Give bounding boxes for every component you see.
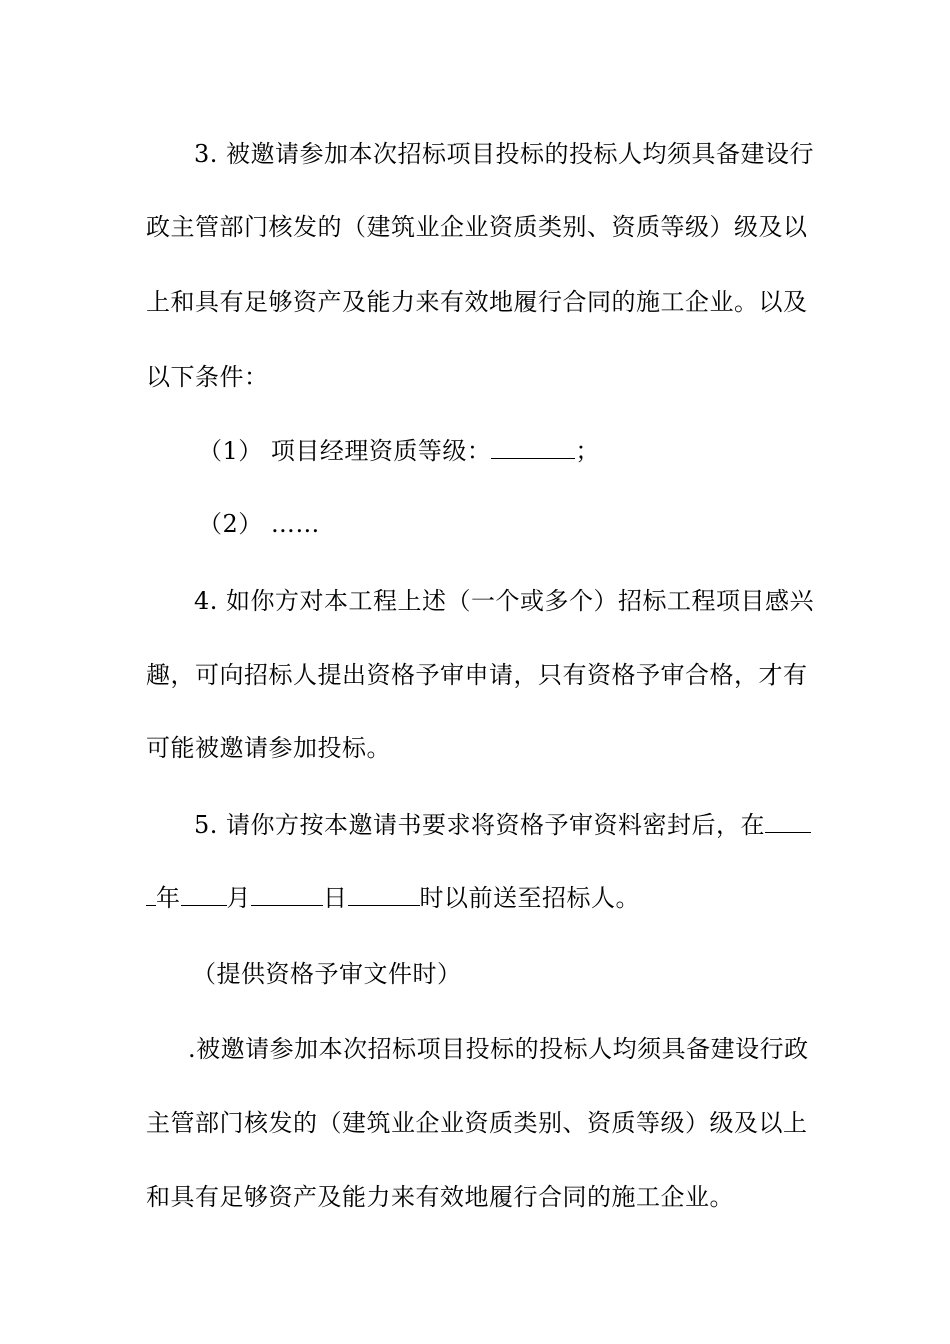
- semicolon: ；: [575, 437, 600, 465]
- paragraph-3-line-4: 以下条件：: [146, 363, 269, 391]
- paragraph-3-line-1: 3. 被邀请参加本次招标项目投标的投标人均须具备建设行: [194, 140, 815, 168]
- blank-underline: [348, 883, 420, 906]
- year-label: 年: [156, 884, 181, 912]
- paragraph-alt-line-1: .被邀请参加本次招标项目投标的投标人均须具备建设行政: [188, 1035, 809, 1063]
- blank-underline: [251, 883, 323, 906]
- condition-item-1: [198, 435, 600, 467]
- paragraph-4-line-1: 4. 如你方对本工程上述（一个或多个）招标工程项目感兴: [194, 587, 815, 615]
- paragraph-3-line-2: 政主管部门核发的（建筑业企业资质类别、资质等级）级及以: [146, 213, 808, 241]
- paragraph-3-line-3: 上和具有足够资产及能力来有效地履行合同的施工企业。以及: [146, 288, 808, 316]
- paragraph-5-line-1: [194, 809, 811, 841]
- paragraph-4-line-2: 趣，可向招标人提出资格予审申请，只有资格予审合格，才有: [146, 661, 808, 689]
- note-line: （提供资格予审文件时）: [192, 960, 462, 988]
- blank-underline: [146, 883, 156, 906]
- month-label: 月: [226, 884, 251, 912]
- condition-item-2: （2） ……: [198, 510, 320, 538]
- blank-underline: [181, 883, 227, 906]
- day-label: 日: [323, 884, 348, 912]
- paragraph-5-text: 5. 请你方按本邀请书要求将资格予审资料密封后，在: [194, 811, 766, 839]
- paragraph-alt-line-3: 和具有足够资产及能力来有效地履行合同的施工企业。: [146, 1183, 734, 1211]
- blank-underline: [491, 436, 575, 459]
- blank-underline: [765, 810, 811, 833]
- paragraph-4-line-3: 可能被邀请参加投标。: [146, 734, 391, 762]
- paragraph-5-line-2: [146, 882, 640, 914]
- condition-item-1-text: （1） 项目经理资质等级：: [198, 437, 492, 465]
- paragraph-alt-line-2: 主管部门核发的（建筑业企业资质类别、资质等级）级及以上: [146, 1109, 808, 1137]
- deadline-text: 时以前送至招标人。: [419, 884, 640, 912]
